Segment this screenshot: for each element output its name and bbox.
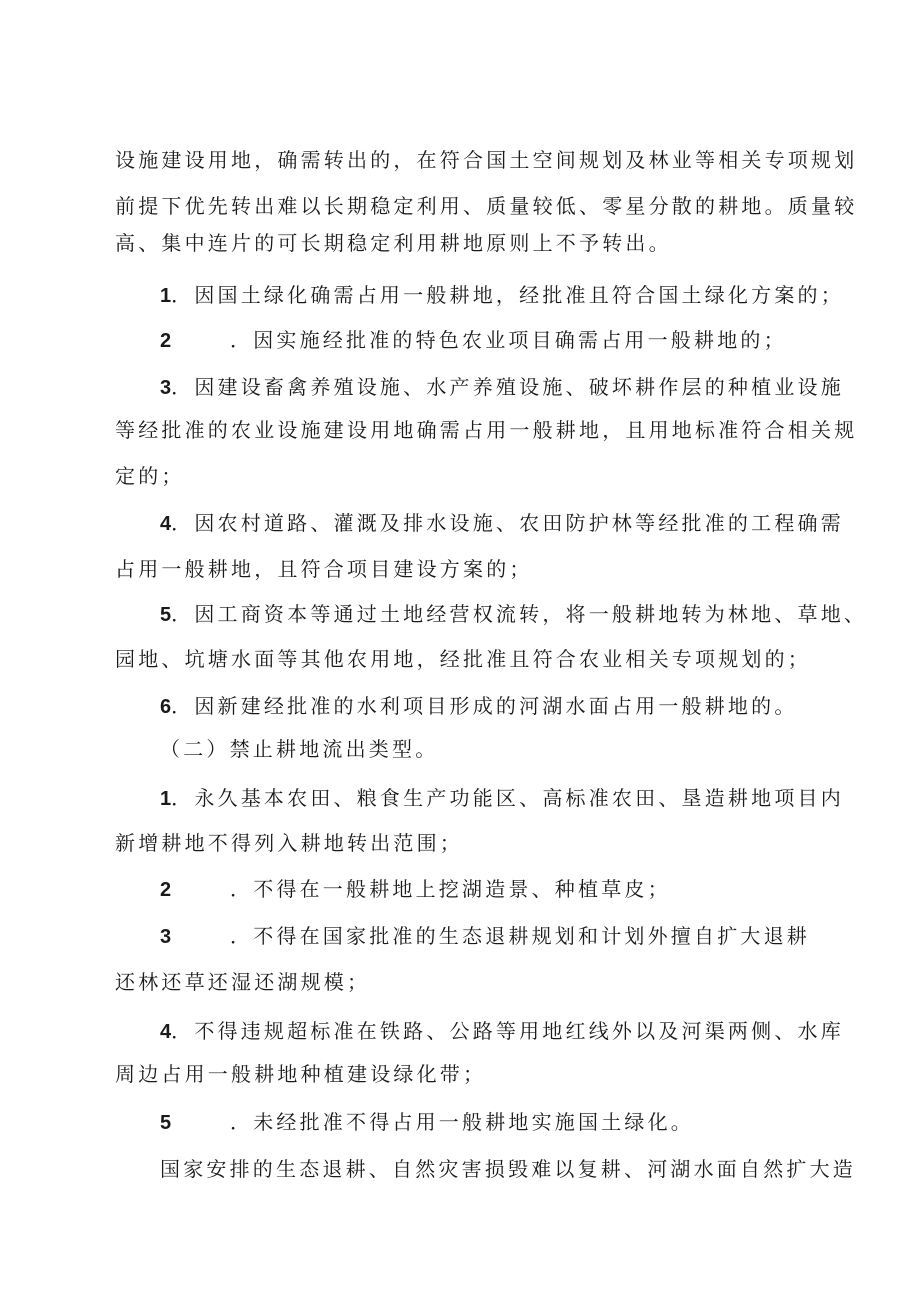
allowed-item-3-cont-2: 定的； <box>115 464 185 488</box>
section-heading: （二）禁止耕地流出类型。 <box>160 737 439 761</box>
prohibited-item-1-cont-1: 新增耕地不得列入耕地转出范围； <box>115 831 463 855</box>
allowed-item-3-cont-1: 等经批准的农业设施建设用地确需占用一般耕地，且用地标准符合相关规 <box>115 418 858 442</box>
prohibited-item-4 <box>160 1017 844 1046</box>
prohibited-item-2 <box>160 875 671 904</box>
allowed-item-4 <box>160 509 844 538</box>
closing-line: 国家安排的生态退耕、自然灾害损毁难以复耕、河湖水面自然扩大造 <box>160 1157 856 1181</box>
prohibited-item-4-cont-1: 周边占用一般耕地种植建设绿化带； <box>115 1062 487 1086</box>
allowed-item-3 <box>160 373 844 402</box>
item-number: 3 <box>160 377 172 399</box>
prohibited-item-5 <box>160 1108 694 1137</box>
item-text: ．因工商资本等通过土地经营权流转，将一般耕地转为林地、草地、 <box>171 602 868 626</box>
item-text: ．未经批准不得占用一般耕地实施国土绿化。 <box>230 1110 694 1134</box>
item-text: ．不得在一般耕地上挖湖造景、种植草皮； <box>230 877 671 901</box>
intro-line-3: 高、集中连片的可长期稳定利用耕地原则上不予转出。 <box>115 231 672 255</box>
item-text: ．因农村道路、灌溉及排水设施、农田防护林等经批准的工程确需 <box>171 511 844 535</box>
item-number: 4 <box>160 1021 172 1043</box>
item-number: 6 <box>160 696 172 718</box>
allowed-item-2 <box>160 326 787 355</box>
item-number: 5 <box>160 1112 172 1134</box>
prohibited-item-1 <box>160 784 844 813</box>
item-number: 1 <box>160 788 172 810</box>
intro-line-2: 前提下优先转出难以长期稳定利用、质量较低、零星分散的耕地。质量较 <box>115 194 858 218</box>
item-number: 1 <box>160 285 172 307</box>
item-text: ．不得违规超标准在铁路、公路等用地红线外以及河渠两侧、水库 <box>171 1019 844 1043</box>
intro-line-1: 设施建设用地，确需转出的，在符合国土空间规划及林业等相关专项规划 <box>115 148 858 172</box>
item-text: ．因建设畜禽养殖设施、水产养殖设施、破坏耕作层的种植业设施 <box>171 375 844 399</box>
item-text: ．因新建经批准的水利项目形成的河湖水面占用一般耕地的。 <box>171 694 798 718</box>
item-number: 4 <box>160 513 172 535</box>
item-text: ．因国土绿化确需占用一般耕地，经批准且符合国土绿化方案的； <box>171 283 844 307</box>
item-number: 5 <box>160 604 172 626</box>
item-text: ．永久基本农田、粮食生产功能区、高标准农田、垦造耕地项目内 <box>171 786 844 810</box>
prohibited-item-3-cont-1: 还林还草还湿还湖规模； <box>115 970 371 994</box>
item-text: ．因实施经批准的特色农业项目确需占用一般耕地的； <box>230 328 787 352</box>
item-number: 3 <box>160 926 172 948</box>
item-text: ．不得在国家批准的生态退耕规划和计划外擅自扩大退耕 <box>230 924 810 948</box>
item-number: 2 <box>160 330 172 352</box>
allowed-item-5-cont-1: 园地、坑塘水面等其他农用地，经批准且符合农业相关专项规划的； <box>115 647 811 671</box>
allowed-item-6 <box>160 692 798 721</box>
allowed-item-4-cont-1: 占用一般耕地，且符合项目建设方案的； <box>115 557 533 581</box>
prohibited-item-3 <box>160 922 810 951</box>
allowed-item-5 <box>160 600 867 629</box>
item-number: 2 <box>160 879 172 901</box>
allowed-item-1 <box>160 281 844 310</box>
